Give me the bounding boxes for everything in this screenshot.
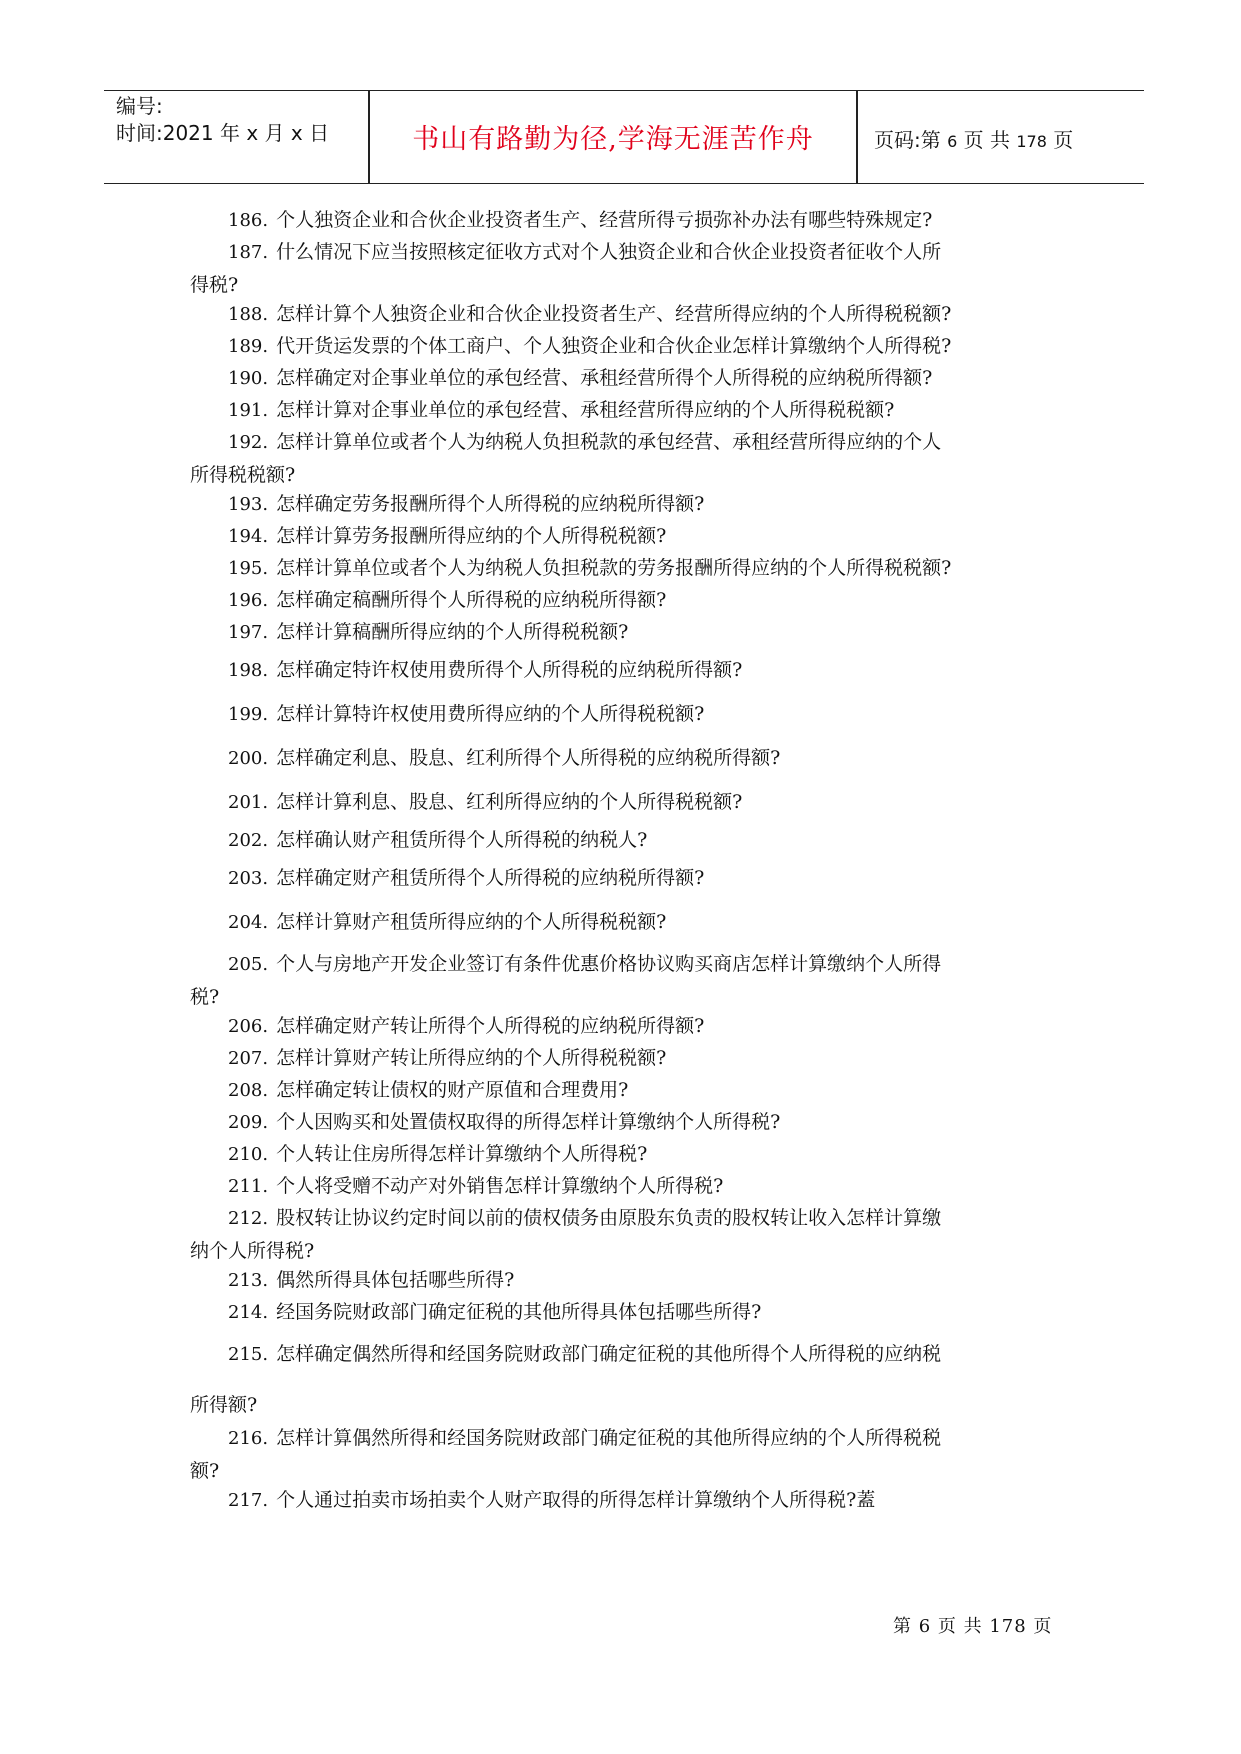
question-continuation: 税? [190, 986, 220, 1008]
question-number: 194. [228, 526, 269, 547]
question-item [190, 1042, 1062, 1075]
question-item [190, 426, 1062, 491]
header-motto: 书山有路勤为径,学海无涯苦作舟 [412, 124, 814, 155]
question-line [190, 584, 1062, 617]
question-number: 202. [228, 830, 269, 851]
serial-label: 编号: [116, 94, 163, 118]
question-number: 195. [228, 558, 269, 579]
question-line [190, 1296, 1062, 1329]
question-item [190, 742, 1062, 775]
question-line [190, 654, 1062, 687]
question-item [190, 948, 1062, 1013]
question-text: 怎样确定对企事业单位的承包经营、承租经营所得个人所得税的应纳税所得额? [276, 367, 933, 389]
question-item [190, 906, 1062, 939]
question-number: 215. [228, 1344, 269, 1365]
question-text: 个人与房地产开发企业签订有条件优惠价格协议购买商店怎样计算缴纳个人所得 [276, 953, 942, 975]
question-text: 偶然所得具体包括哪些所得? [276, 1269, 515, 1291]
question-item [190, 1170, 1062, 1203]
question-text: 经国务院财政部门确定征税的其他所得具体包括哪些所得? [276, 1301, 762, 1323]
question-text: 怎样计算稿酬所得应纳的个人所得税税额? [276, 621, 629, 643]
question-text: 怎样确定转让债权的财产原值和合理费用? [276, 1079, 629, 1101]
question-number: 192. [228, 432, 269, 453]
question-text: 怎样计算个人独资企业和合伙企业投资者生产、经营所得应纳的个人所得税税额? [276, 303, 952, 325]
question-item [190, 786, 1062, 819]
question-line [190, 552, 1062, 585]
question-line [190, 948, 1062, 981]
question-text: 怎样计算单位或者个人为纳税人负担税款的承包经营、承租经营所得应纳的个人 [276, 431, 942, 453]
question-item [190, 1106, 1062, 1139]
question-number: 188. [228, 304, 269, 325]
question-text: 怎样确定劳务报酬所得个人所得税的应纳税所得额? [276, 493, 705, 515]
question-number: 207. [228, 1048, 269, 1069]
question-line [190, 862, 1062, 895]
question-text: 怎样计算财产租赁所得应纳的个人所得税税额? [276, 911, 667, 933]
question-line [190, 362, 1062, 395]
question-line [190, 1106, 1062, 1139]
question-item [190, 394, 1062, 427]
pager-suffix: 页 [1053, 128, 1074, 152]
question-item [190, 824, 1062, 857]
question-item [190, 698, 1062, 731]
question-item [190, 236, 1062, 301]
question-number: 191. [228, 400, 269, 421]
question-text: 怎样确定财产转让所得个人所得税的应纳税所得额? [276, 1015, 705, 1037]
question-number: 205. [228, 954, 269, 975]
question-item [190, 1074, 1062, 1107]
question-line [190, 1484, 1062, 1517]
question-item [190, 584, 1062, 617]
question-number: 186. [228, 210, 269, 231]
question-continuation: 额? [190, 1460, 220, 1482]
question-line [190, 330, 1062, 363]
question-item [190, 654, 1062, 687]
question-item [190, 204, 1062, 237]
question-line [190, 786, 1062, 819]
page-footer: 第 6 页 共 178 页 [893, 1616, 1053, 1637]
question-line [190, 298, 1062, 331]
question-text: 怎样计算单位或者个人为纳税人负担税款的劳务报酬所得应纳的个人所得税税额? [276, 557, 952, 579]
question-line [190, 426, 1062, 459]
question-line [190, 1010, 1062, 1043]
question-line [190, 1170, 1062, 1203]
question-line [190, 204, 1062, 237]
question-text: 怎样确定特许权使用费所得个人所得税的应纳税所得额? [276, 659, 743, 681]
question-line [190, 1074, 1062, 1107]
question-line [190, 824, 1062, 857]
question-number: 213. [228, 1270, 269, 1291]
question-item [190, 1484, 1062, 1517]
question-item [190, 1338, 1062, 1421]
question-continuation: 所得税税额? [190, 464, 296, 486]
question-text: 个人独资企业和合伙企业投资者生产、经营所得亏损弥补办法有哪些特殊规定? [276, 209, 933, 231]
question-continuation: 所得额? [190, 1394, 258, 1416]
question-line [190, 236, 1062, 269]
question-text: 什么情况下应当按照核定征收方式对个人独资企业和合伙企业投资者征收个人所 [276, 241, 942, 263]
question-text: 怎样计算财产转让所得应纳的个人所得税税额? [276, 1047, 667, 1069]
question-number: 216. [228, 1428, 269, 1449]
question-line [190, 906, 1062, 939]
question-text: 怎样计算特许权使用费所得应纳的个人所得税税额? [276, 703, 705, 725]
question-item [190, 1422, 1062, 1487]
question-line [190, 1202, 1062, 1235]
question-number: 217. [228, 1490, 269, 1511]
question-item [190, 1138, 1062, 1171]
question-number: 198. [228, 660, 269, 681]
question-text: 怎样计算利息、股息、红利所得应纳的个人所得税税额? [276, 791, 743, 813]
question-item [190, 1202, 1062, 1267]
question-text: 股权转让协议约定时间以前的债权债务由原股东负责的股权转让收入怎样计算缴 [276, 1207, 942, 1229]
question-number: 201. [228, 792, 269, 813]
question-line [190, 520, 1062, 553]
question-text: 个人将受赠不动产对外销售怎样计算缴纳个人所得税? [276, 1175, 724, 1197]
question-text: 个人通过拍卖市场拍卖个人财产取得的所得怎样计算缴纳个人所得税?蓋 [276, 1489, 876, 1511]
question-text: 怎样计算偶然所得和经国务院财政部门确定征税的其他所得应纳的个人所得税税 [276, 1427, 942, 1449]
question-number: 199. [228, 704, 269, 725]
question-number: 196. [228, 590, 269, 611]
pager-total-pages: 178 [1016, 132, 1047, 151]
question-line [190, 394, 1062, 427]
question-item [190, 1264, 1062, 1297]
pager-mid: 页 共 [963, 128, 1011, 152]
question-continuation: 得税? [190, 274, 239, 296]
question-line [190, 1138, 1062, 1171]
question-number: 193. [228, 494, 269, 515]
question-item [190, 298, 1062, 331]
question-text: 个人转让住房所得怎样计算缴纳个人所得税? [276, 1143, 648, 1165]
question-text: 怎样计算对企事业单位的承包经营、承租经营所得应纳的个人所得税税额? [276, 399, 895, 421]
question-text: 怎样确定稿酬所得个人所得税的应纳税所得额? [276, 589, 667, 611]
question-number: 189. [228, 336, 269, 357]
question-number: 200. [228, 748, 269, 769]
question-line [190, 488, 1062, 521]
question-text: 怎样确定偶然所得和经国务院财政部门确定征税的其他所得个人所得税的应纳税 [276, 1343, 942, 1365]
question-number: 211. [228, 1176, 269, 1197]
question-number: 209. [228, 1112, 269, 1133]
pager-prefix: 页码:第 [874, 128, 941, 152]
question-text: 怎样确定利息、股息、红利所得个人所得税的应纳税所得额? [276, 747, 781, 769]
pager-page-number: 6 [947, 132, 958, 151]
question-item [190, 1010, 1062, 1043]
question-item [190, 488, 1062, 521]
question-line [190, 1264, 1062, 1297]
question-number: 197. [228, 622, 269, 643]
question-line [190, 1042, 1062, 1075]
question-line [190, 1422, 1062, 1455]
question-item [190, 330, 1062, 363]
question-number: 204. [228, 912, 269, 933]
question-item [190, 520, 1062, 553]
question-text: 怎样确认财产租赁所得个人所得税的纳税人? [276, 829, 648, 851]
question-number: 190. [228, 368, 269, 389]
question-text: 代开货运发票的个体工商户、个人独资企业和合伙企业怎样计算缴纳个人所得税? [276, 335, 952, 357]
question-line [190, 698, 1062, 731]
question-number: 212. [228, 1208, 269, 1229]
question-item [190, 362, 1062, 395]
question-text: 怎样计算劳务报酬所得应纳的个人所得税税额? [276, 525, 667, 547]
question-number: 206. [228, 1016, 269, 1037]
question-line [190, 1338, 1062, 1371]
question-text: 个人因购买和处置债权取得的所得怎样计算缴纳个人所得税? [276, 1111, 781, 1133]
question-item [190, 616, 1062, 649]
question-item [190, 1296, 1062, 1329]
question-item [190, 862, 1062, 895]
question-line [190, 742, 1062, 775]
time-label: 时间:2021 年 x 月 x 日 [116, 121, 330, 145]
question-number: 203. [228, 868, 269, 889]
question-continuation: 纳个人所得税? [190, 1240, 315, 1262]
question-number: 214. [228, 1302, 269, 1323]
question-number: 210. [228, 1144, 269, 1165]
question-number: 208. [228, 1080, 269, 1101]
question-item [190, 552, 1062, 585]
question-text: 怎样确定财产租赁所得个人所得税的应纳税所得额? [276, 867, 705, 889]
question-number: 187. [228, 242, 269, 263]
question-line [190, 616, 1062, 649]
